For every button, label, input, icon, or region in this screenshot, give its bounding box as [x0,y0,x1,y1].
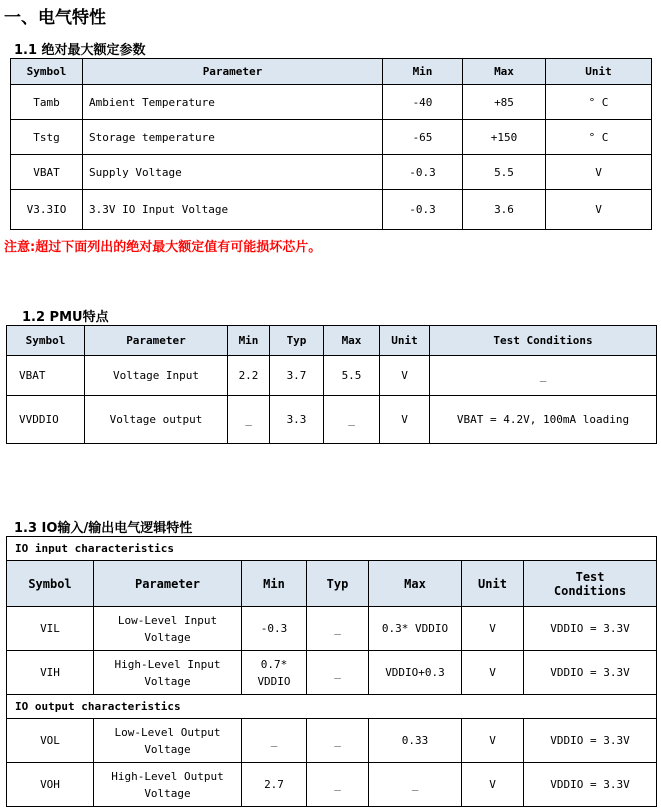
col-header: Max [324,326,380,356]
cell: _ [369,763,462,807]
col-header: Test Conditions [430,326,657,356]
table-row [7,763,657,807]
cell: Supply Voltage [83,155,383,190]
abs-max-table [10,58,652,230]
cell: +85 [463,85,546,120]
cell: V [546,190,652,230]
cell: 0.7* VDDIO [242,651,307,695]
col-header: Unit [380,326,430,356]
cell: VBAT [7,356,85,396]
cell: 3.3V IO Input Voltage [83,190,383,230]
cell: VDDIO = 3.3V [524,719,657,763]
cell: -0.3 [383,155,463,190]
cell: _ [430,356,657,396]
col-header: Unit [546,59,652,85]
cell: Low-Level Output Voltage [94,719,242,763]
cell: VDDIO = 3.3V [524,607,657,651]
cell: Low-Level Input Voltage [94,607,242,651]
pmu-heading: 1.2 PMU特点 [22,310,109,325]
cell: Tamb [11,85,83,120]
cell: -40 [383,85,463,120]
cell: 2.7 [242,763,307,807]
col-header: Typ [270,326,324,356]
io-input-row [7,537,657,561]
table-row [11,120,652,155]
cell: V [380,356,430,396]
col-header: Test Conditions [524,561,657,607]
io-output-row [7,695,657,719]
cell: V [462,607,524,651]
col-header: Max [463,59,546,85]
col-header: Min [383,59,463,85]
cell: High-Level Input Voltage [94,651,242,695]
io-input-label: IO input characteristics [7,537,657,561]
col-header: Parameter [83,59,383,85]
cell: VDDIO = 3.3V [524,763,657,807]
cell: Ambient Temperature [83,85,383,120]
cell: 3.7 [270,356,324,396]
col-header: Symbol [7,561,94,607]
cell: V [380,396,430,444]
section-title: 一、电气特性 [4,8,106,28]
cell: VDDIO = 3.3V [524,651,657,695]
cell: 0.3* VDDIO [369,607,462,651]
cell: High-Level Output Voltage [94,763,242,807]
pmu-table [6,325,657,444]
cell: VIH [7,651,94,695]
cell: V [462,651,524,695]
cell: _ [307,763,369,807]
io-heading: 1.3 IO输入/输出电气逻辑特性 [14,521,193,536]
cell: VIL [7,607,94,651]
cell: _ [324,396,380,444]
io-output-label: IO output characteristics [7,695,657,719]
table-row [7,651,657,695]
table-header-row [7,561,657,607]
cell: ° C [546,120,652,155]
table-row [11,155,652,190]
col-header: Symbol [7,326,85,356]
cell: VDDIO+0.3 [369,651,462,695]
table-row [11,85,652,120]
abs-max-heading: 1.1 绝对最大额定参数 [14,43,146,58]
cell: 3.6 [463,190,546,230]
col-header: Max [369,561,462,607]
cell: ° C [546,85,652,120]
table-row [7,356,657,396]
table-row [7,396,657,444]
cell: _ [242,719,307,763]
cell: 5.5 [463,155,546,190]
cell: -0.3 [242,607,307,651]
cell: 3.3 [270,396,324,444]
cell: +150 [463,120,546,155]
cell: Tstg [11,120,83,155]
cell: V [546,155,652,190]
table-row [11,190,652,230]
cell: VVDDIO [7,396,85,444]
warning-note: 注意:超过下面列出的绝对最大额定值有可能损坏芯片。 [4,240,322,255]
col-header: Min [242,561,307,607]
cell: Storage temperature [83,120,383,155]
col-header: Parameter [85,326,228,356]
cell: _ [228,396,270,444]
cell: _ [307,607,369,651]
cell: -65 [383,120,463,155]
table-header-row [7,326,657,356]
table-row [7,607,657,651]
cell: VBAT [11,155,83,190]
cell: V [462,719,524,763]
cell: V [462,763,524,807]
cell: -0.3 [383,190,463,230]
cell: _ [307,651,369,695]
io-table [6,536,657,807]
table-header-row [11,59,652,85]
cell: Voltage Input [85,356,228,396]
table-row [7,719,657,763]
cell: 2.2 [228,356,270,396]
cell: VOL [7,719,94,763]
cell: Voltage output [85,396,228,444]
col-header: Typ [307,561,369,607]
col-header: Unit [462,561,524,607]
col-header: Parameter [94,561,242,607]
cell: VBAT = 4.2V, 100mA loading [430,396,657,444]
col-header: Min [228,326,270,356]
cell: VOH [7,763,94,807]
cell: V3.3IO [11,190,83,230]
cell: _ [307,719,369,763]
cell: 0.33 [369,719,462,763]
cell: 5.5 [324,356,380,396]
col-header: Symbol [11,59,83,85]
